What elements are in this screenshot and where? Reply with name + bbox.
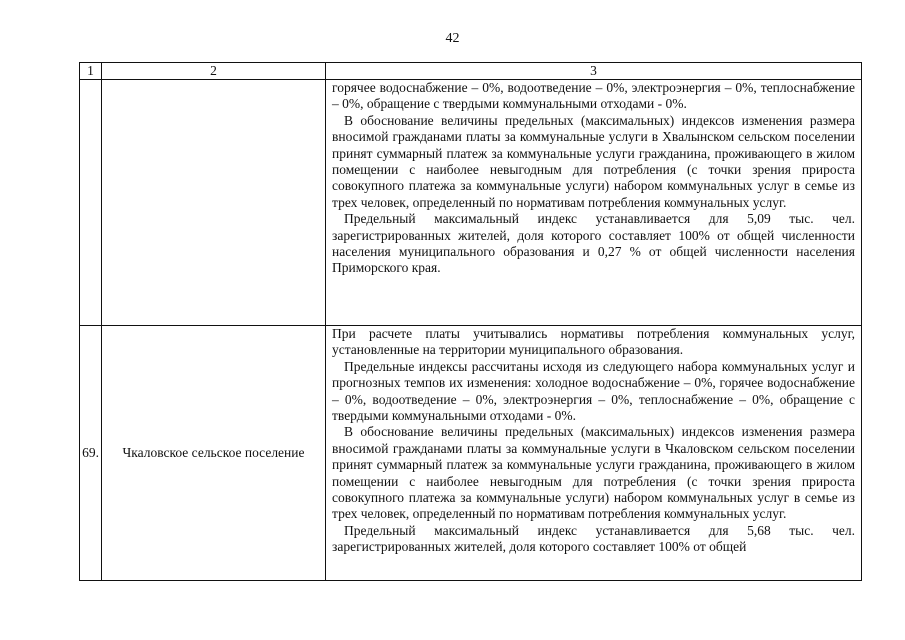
description-paragraph: В обоснование величины предельных (максимальных) индексов изменения размера вносимой гражданами платы за коммунальные услуги в Чкаловском сельском поселении принят суммарный платеж за коммунальные услуги гражданина, проживающего в жилом помещении с наиболее невыгодным для потребления (с точки зрения прироста совокупного платежа за коммунальные услуги) набором коммунальных услуг в семье из трех человек, определенный по нормативам потребления коммунальных услуг. (332, 424, 855, 522)
description-paragraph: Предельные индексы рассчитаны исходя из следующего набора коммунальных услуг и прогнозных темпов их изменения: холодное водоснабжение – 0%, горячее водоснабжение – 0%, водоотведение – 0%, электроэнергия – 0%, теплоснабжение – 0%, обращение с твердыми коммунальными отходами - 0%. (332, 358, 855, 424)
description-paragraph: При расчете платы учитывались нормативы потребления коммунальных услуг, установленные на территории муниципального образования. (332, 326, 855, 358)
description-cell (326, 326, 862, 581)
tariff-index-table (79, 62, 862, 581)
header-col-2: 2 (102, 63, 326, 80)
description-paragraph: В обоснование величины предельных (максимальных) индексов изменения размера вносимой гражданами платы за коммунальные услуги в Хвалынском сельском поселении принят суммарный платеж за коммунальные услуги гражданина, проживающего в жилом помещении с наиболее невыгодным для потребления (с точки зрения прироста совокупного платежа за коммунальные услуги) набором коммунальных услуг в семье из трех человек, определенный по нормативам потребления коммунальных услуг. (332, 112, 855, 210)
table-header-row (80, 63, 862, 80)
header-col-1: 1 (80, 63, 102, 80)
municipality-name: Чкаловское сельское поселение (102, 326, 326, 581)
table-row (80, 80, 862, 326)
description-paragraph: Предельный максимальный индекс устанавливается для 5,68 тыс. чел. зарегистрированных жителей, доля которого составляет 100% от общей (332, 522, 855, 555)
row-number (80, 80, 102, 326)
description-paragraph: Предельный максимальный индекс устанавливается для 5,09 тыс. чел. зарегистрированных жителей, доля которого составляет 100% от общей численности населения муниципального образования и 0,27 % от общей численности населения Приморского края. (332, 211, 855, 276)
row-number: 69. (80, 326, 102, 581)
description-paragraph: горячее водоснабжение – 0%, водоотведение – 0%, электроэнергия – 0%, теплоснабжение – 0%, обращение с твердыми коммунальными отходами - 0%. (332, 80, 855, 112)
page-number: 42 (445, 31, 460, 46)
description-cell (326, 80, 862, 326)
table-row (80, 326, 862, 581)
municipality-name (102, 80, 326, 326)
header-col-3: 3 (326, 63, 862, 80)
